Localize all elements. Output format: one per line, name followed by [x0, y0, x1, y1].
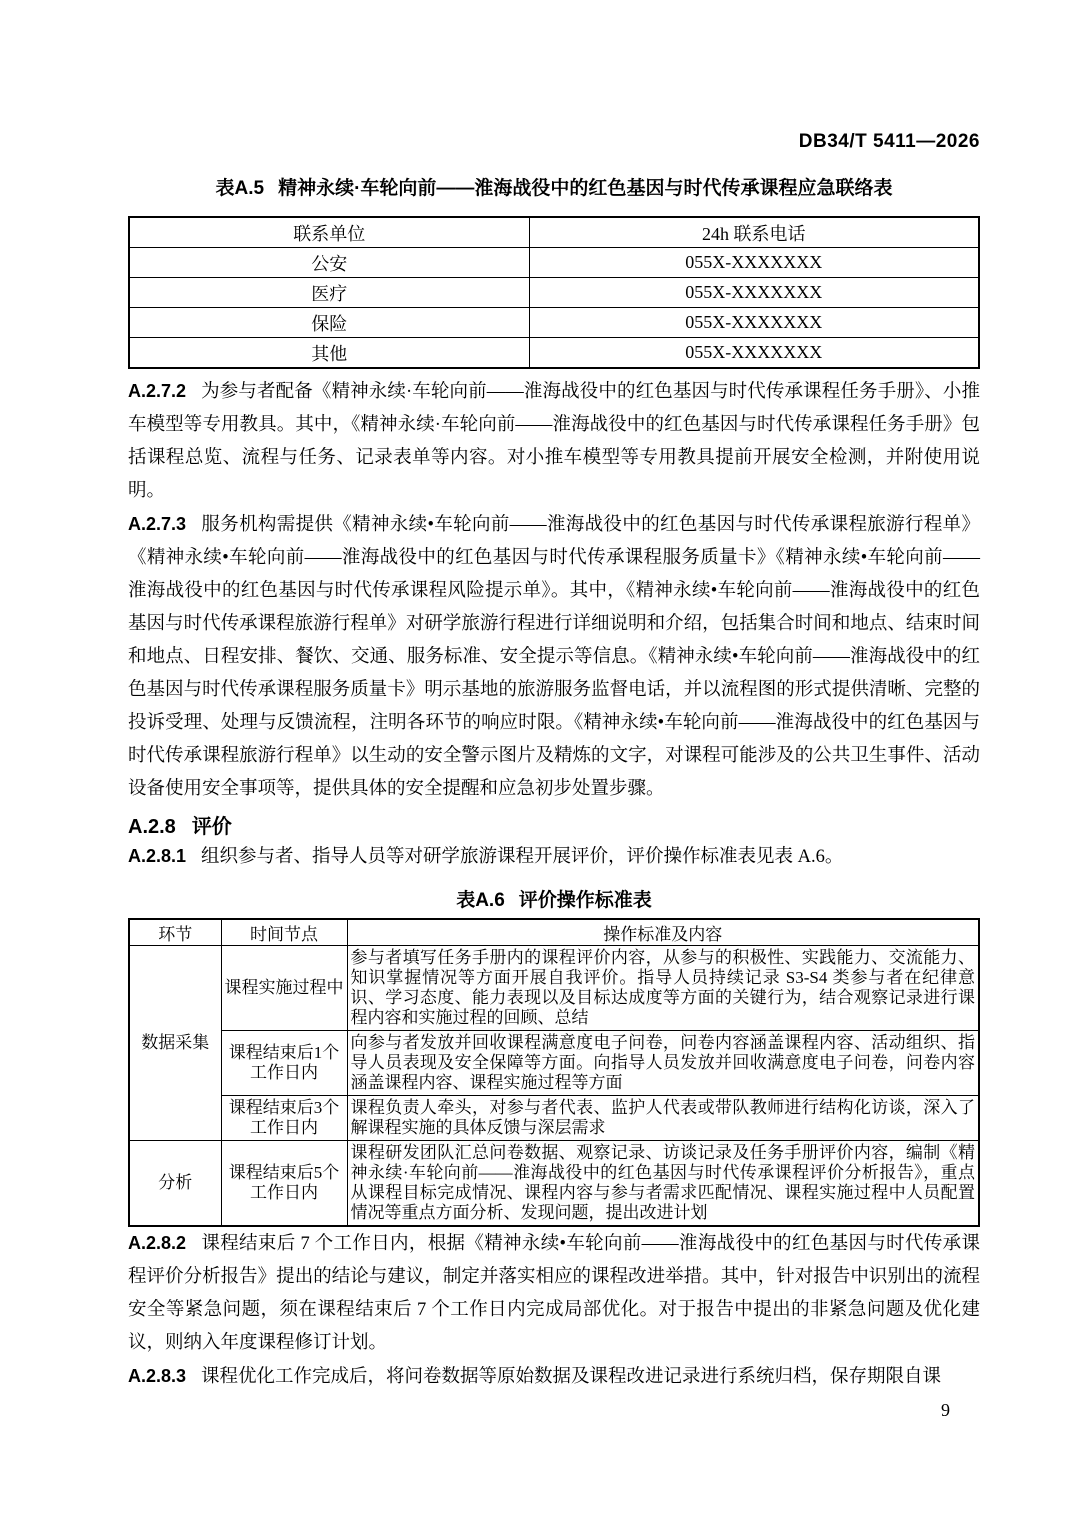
- section-title: 评价: [191, 816, 232, 838]
- clause-a283: [128, 1360, 980, 1394]
- table-a6-title-text: 评价操作标准表: [518, 890, 652, 911]
- clause-number: A.2.7.3: [128, 514, 187, 534]
- column-header-stage: 环节: [129, 919, 221, 946]
- clause-a282: [128, 1227, 980, 1360]
- content-cell: 参与者填写任务手册内的课程评价内容，从参与的积极性、实践能力、交流能力、知识掌握情况等方面开展自我评价。指导人员持续记录 S3-S4 类参与者在纪律意识、学习态度、能力表现以及目标达成度等方面的关键行为，结合观察记录进行课程内容和实施过程的回顾、总结: [347, 946, 979, 1031]
- table-a6-label: 表A.6: [456, 890, 505, 911]
- table-header-row: [129, 919, 979, 946]
- clause-text: 课程优化工作完成后，将问卷数据等原始数据及课程改进记录进行系统归档，保存期限自课: [201, 1367, 942, 1387]
- table-row: [129, 1096, 979, 1141]
- time-cell: 课程实施过程中: [221, 946, 347, 1031]
- time-cell: 课程结束后1个工作日内: [221, 1031, 347, 1096]
- clause-a273: [128, 508, 980, 806]
- clause-number: A.2.7.2: [128, 381, 187, 401]
- clause-text: 服务机构需提供《精神永续•车轮向前——淮海战役中的红色基因与时代传承课程旅游行程单》《精神永续•车轮向前——淮海战役中的红色基因与时代传承课程服务质量卡》《精神永续•车轮向前——淮海战役中的红色基因与时代传承课程风险提示单》。其中，《精神永续•车轮向前——淮海战役中的红色基因与时代传承课程旅游行程单》对研学旅游行程进行详细说明和介绍，包括集合时间和地点、结束时间和地点、日程安排、餐饮、交通、服务标准、安全提示等信息。《精神永续•车轮向前——淮海战役中的红色基因与时代传承课程服务质量卡》明示基地的旅游服务监督电话，并以流程图的形式提供清晰、完整的投诉受理、处理与反馈流程，注明各环节的响应时限。《精神永续•车轮向前——淮海战役中的红色基因与时代传承课程旅游行程单》以生动的安全警示图片及精炼的文字，对课程可能涉及的公共卫生事件、活动设备使用安全事项等，提供具体的安全提醒和应急初步处置步骤。: [128, 515, 980, 799]
- table-row: [129, 1031, 979, 1096]
- column-header-time: 时间节点: [221, 919, 347, 946]
- content-cell: 课程研发团队汇总问卷数据、观察记录、访谈记录及任务手册评价内容，编制《精神永续·车轮向前——淮海战役中的红色基因与时代传承课程评价分析报告》，重点从课程目标完成情况、课程内容与参与者需求匹配情况、课程实施过程中人员配置情况等重点方面分析、发现问题，提出改进计划: [347, 1141, 979, 1227]
- table-a5-label: 表A.5: [215, 178, 265, 199]
- table-row: [129, 946, 979, 1031]
- clause-text: 组织参与者、指导人员等对研学旅游课程开展评价，评价操作标准表见表 A.6。: [201, 847, 844, 867]
- table-row: [129, 248, 979, 278]
- table-row: [129, 278, 979, 308]
- contact-phone-cell: 055X-XXXXXXX: [529, 338, 979, 369]
- table-row: [129, 308, 979, 338]
- time-cell: 课程结束后5个工作日内: [221, 1141, 347, 1227]
- table-a5-title-text: 精神永续·车轮向前——淮海战役中的红色基因与时代传承课程应急联络表: [278, 178, 893, 199]
- table-a6-title: [128, 888, 980, 914]
- section-heading-a28: [128, 814, 980, 840]
- stage-cell: 数据采集: [129, 946, 221, 1141]
- section-number: A.2.8: [128, 816, 176, 838]
- clause-text: 为参与者配备《精神永续·车轮向前——淮海战役中的红色基因与时代传承课程任务手册》、小推车模型等专用教具。其中，《精神永续·车轮向前——淮海战役中的红色基因与时代传承课程任务手册》包括课程总览、流程与任务、记录表单等内容。对小推车模型等专用教具提前开展安全检测，并附使用说明。: [128, 382, 980, 501]
- clause-a281: [128, 840, 980, 874]
- table-row: [129, 338, 979, 369]
- clause-a272: [128, 375, 980, 508]
- clause-number: A.2.8.3: [128, 1366, 187, 1386]
- contact-phone-cell: 055X-XXXXXXX: [529, 248, 979, 278]
- contact-unit-cell: 公安: [129, 248, 529, 278]
- emergency-contact-table: [128, 216, 980, 369]
- table-a5-title: [128, 176, 980, 202]
- column-header-phone: 24h 联系电话: [529, 217, 979, 248]
- clause-number: A.2.8.2: [128, 1233, 187, 1253]
- standard-number: DB34/T 5411—2026: [798, 131, 980, 152]
- column-header-content: 操作标准及内容: [347, 919, 979, 946]
- page-number: 9: [941, 1400, 950, 1420]
- contact-phone-cell: 055X-XXXXXXX: [529, 278, 979, 308]
- content-cell: 课程负责人牵头，对参与者代表、监护人代表或带队教师进行结构化访谈，深入了解课程实施的具体反馈与深层需求: [347, 1096, 979, 1141]
- clause-number: A.2.8.1: [128, 846, 187, 866]
- clause-text: 课程结束后 7 个工作日内，根据《精神永续•车轮向前——淮海战役中的红色基因与时代传承课程评价分析报告》提出的结论与建议，制定并落实相应的课程改进举措。其中，针对报告中识别出的流程安全等紧急问题，须在课程结束后 7 个工作日内完成局部优化。对于报告中提出的非紧急问题及优化建议，则纳入年度课程修订计划。: [128, 1234, 980, 1353]
- stage-cell: 分析: [129, 1141, 221, 1227]
- contact-phone-cell: 055X-XXXXXXX: [529, 308, 979, 338]
- contact-unit-cell: 医疗: [129, 278, 529, 308]
- table-header-row: [129, 217, 979, 248]
- column-header-unit: 联系单位: [129, 217, 529, 248]
- content-cell: 向参与者发放并回收课程满意度电子问卷，问卷内容涵盖课程内容、活动组织、指导人员表现及安全保障等方面。向指导人员发放并回收满意度电子问卷，问卷内容涵盖课程内容、课程实施过程等方面: [347, 1031, 979, 1096]
- contact-unit-cell: 保险: [129, 308, 529, 338]
- evaluation-standard-table: [128, 918, 980, 1227]
- contact-unit-cell: 其他: [129, 338, 529, 369]
- time-cell: 课程结束后3个工作日内: [221, 1096, 347, 1141]
- table-row: [129, 1141, 979, 1227]
